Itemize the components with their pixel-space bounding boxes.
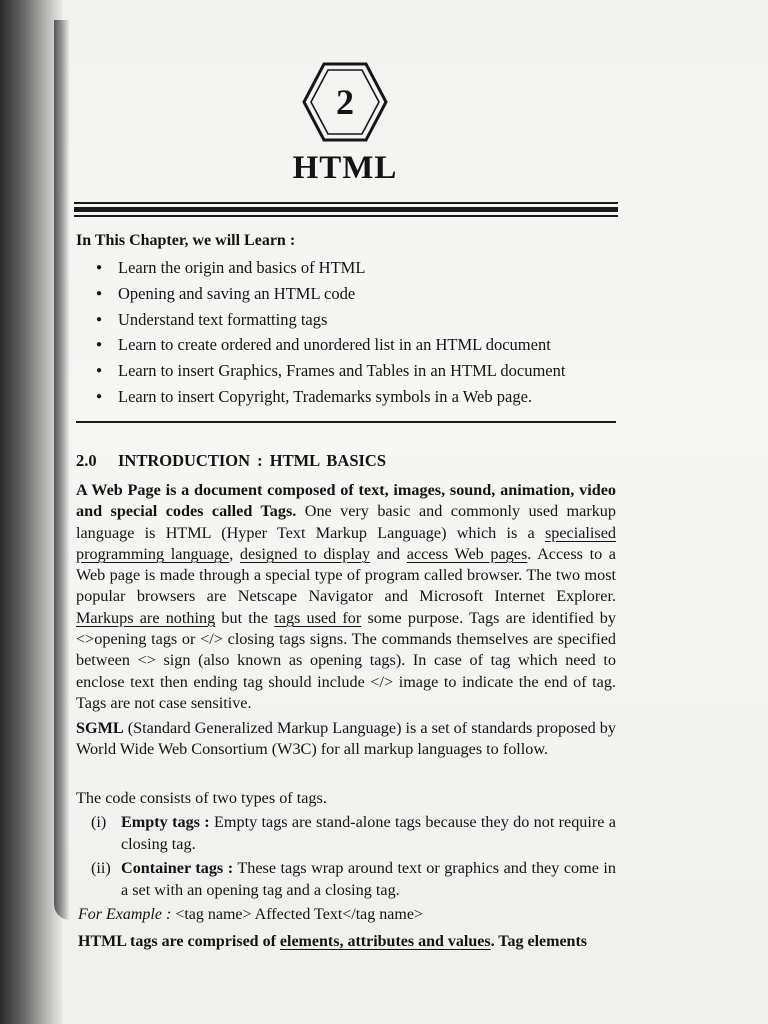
- types-intro: [76, 788, 616, 809]
- intro-paragraph: [76, 480, 616, 714]
- intro-text: One very basic and commonly used markup language is HTML (Hyper Text Markup Language) which is a: [76, 502, 616, 542]
- sgml-paragraph: [76, 718, 616, 761]
- intro-text: but the: [215, 608, 275, 627]
- tag-type-item: [91, 858, 616, 901]
- underlined-phrase: Markups are nothing: [76, 608, 216, 627]
- intro-text: some purpose. Tags are identified by <>opening tags or </> closing tags signs. The commands themselves are specified between <> sign (also known as opening tags). In case of tag which need to enclose text then ending tag should include </> image to indicate the end of tag. Tags are not case sensitive.: [76, 608, 616, 712]
- book-binding-shadow: [0, 0, 62, 1024]
- closing-text: HTML tags are comprised of: [78, 933, 280, 950]
- title-rule-top: [74, 202, 618, 204]
- list-item: ● Understand text formatting tags: [96, 308, 626, 334]
- closing-line: [78, 933, 623, 951]
- list-item: ● Learn to insert Copyright, Trademarks symbols in a Web page.: [96, 385, 626, 411]
- intro-lead: A Web Page is a document composed of text, images, sound, animation, video and special codes called Tags.: [76, 481, 616, 521]
- intro-text: and: [370, 544, 407, 563]
- list-item: ● Opening and saving an HTML code: [96, 282, 626, 308]
- item-number: (ii): [91, 859, 111, 877]
- closing-text: . Tag elements: [490, 933, 588, 950]
- list-item: ● Learn the origin and basics of HTML: [96, 256, 626, 282]
- section-number: 2.0: [76, 451, 97, 470]
- learn-list: [96, 256, 626, 411]
- item-term: Container tags :: [121, 859, 234, 877]
- example-code: <tag name> Affected Text</tag name>: [171, 906, 423, 923]
- item-desc: These tags wrap around text or graphics and they come in a set with an opening tag and a closing tag.: [121, 859, 616, 899]
- section-heading: [76, 451, 386, 471]
- intro-text: ,: [229, 544, 240, 563]
- underlined-phrase: tags used for: [274, 608, 362, 627]
- sgml-term: SGML: [76, 719, 124, 737]
- item-number: (i): [91, 813, 107, 831]
- page-edge: [54, 20, 70, 920]
- underlined-phrase: access Web pages: [406, 544, 528, 563]
- underlined-phrase: designed to display: [239, 544, 371, 563]
- example-label: For Example :: [78, 906, 172, 923]
- chapter-number-badge: [302, 62, 388, 142]
- example-line: [78, 906, 618, 924]
- item-desc: Empty tags are stand-alone tags because they do not require a closing tag.: [121, 813, 616, 853]
- section-divider: [76, 421, 616, 423]
- title-rule-bold: [74, 207, 618, 212]
- types-intro-text: The code consists of two types of tags.: [76, 789, 327, 807]
- tag-type-item: [91, 812, 616, 855]
- underlined-phrase: elements, attributes and values: [279, 933, 491, 950]
- sgml-text: (Standard Generalized Markup Language) is a set of standards proposed by World Wide Web Consortium (W3C) for all markup languages to follow.: [76, 719, 616, 759]
- section-title: INTRODUCTION : HTML BASICS: [118, 451, 387, 470]
- chapter-title: HTML: [292, 150, 398, 186]
- intro-text: . Access to a Web page is made through a special type of program called browser. The two most popular browsers are Netscape Navigator and Microsoft Internet Explorer.: [76, 544, 616, 606]
- title-rule-bottom: [74, 215, 618, 217]
- underlined-phrase: specialised programming language: [76, 523, 616, 563]
- list-item: ● Learn to insert Graphics, Frames and Tables in an HTML document: [96, 359, 626, 385]
- list-item: ● Learn to create ordered and unordered list in an HTML document: [96, 333, 626, 359]
- chapter-number: 2: [336, 82, 354, 122]
- item-term: Empty tags :: [121, 813, 210, 831]
- learn-heading: In This Chapter, we will Learn :: [76, 232, 296, 249]
